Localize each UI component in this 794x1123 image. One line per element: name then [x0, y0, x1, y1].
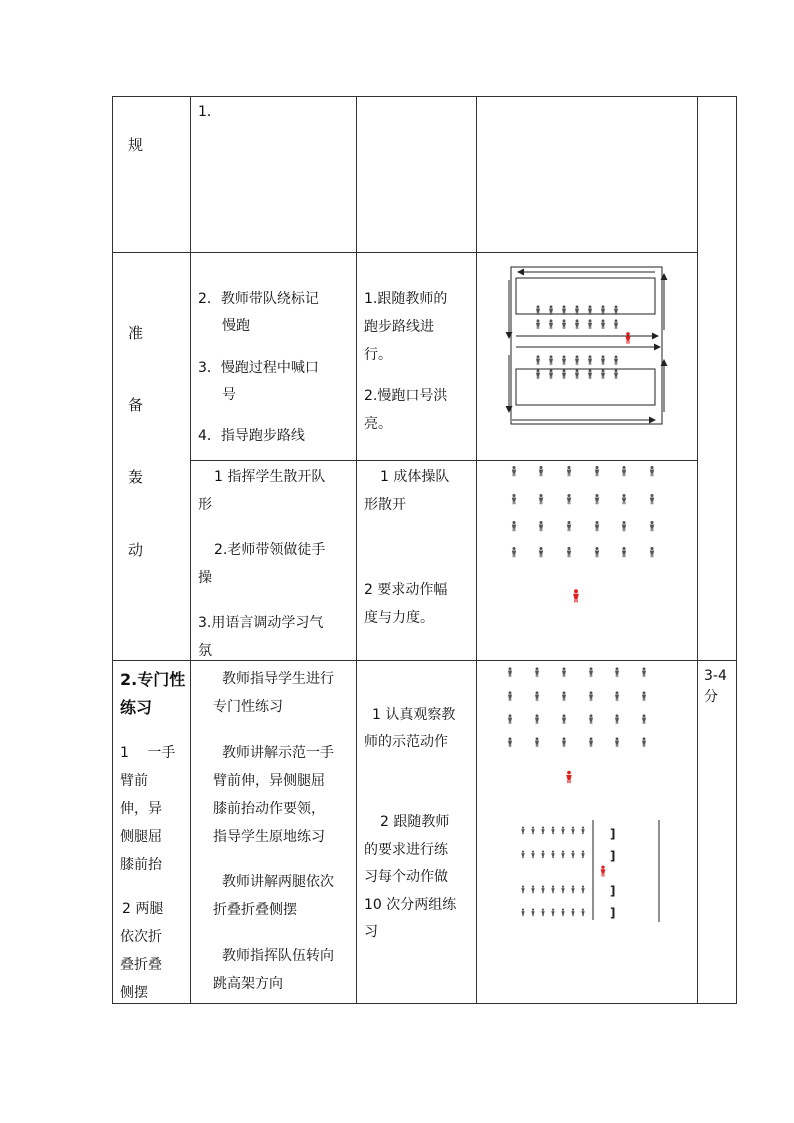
person-icon — [642, 737, 646, 746]
person-icon — [615, 691, 619, 700]
student-line: 的要求进行练 — [364, 842, 448, 858]
person-icon — [589, 667, 593, 676]
teacher-line: 教师指导学生进行 — [222, 671, 334, 687]
student-line: 1 认真观察教 — [372, 707, 456, 723]
item-line: 膝前抬 — [120, 857, 162, 873]
person-icon — [508, 691, 512, 700]
person-icon — [541, 850, 544, 858]
person-icon — [551, 908, 554, 916]
teacher-line: 号 — [222, 387, 236, 403]
person-icon — [531, 908, 534, 916]
student-line: 10 次分两组练 — [364, 897, 457, 913]
phase-char-3: 轰 — [128, 468, 144, 486]
teacher-line: 慢跑 — [222, 318, 250, 334]
teacher-line: 折叠折叠侧摆 — [213, 902, 297, 918]
person-icon — [571, 885, 574, 893]
person-icon — [571, 826, 574, 834]
teacher-line: 3.用语言调动学习气 — [198, 615, 324, 631]
row1-teacher-text: 1． — [198, 104, 221, 120]
student-line: 2 要求动作幅 — [364, 582, 448, 598]
student-line: 形散开 — [364, 497, 406, 513]
student-line: 1.跟随教师的 — [364, 291, 448, 307]
person-icon — [541, 826, 544, 834]
person-icon — [561, 826, 564, 834]
person-icon — [551, 826, 554, 834]
person-icon — [531, 826, 534, 834]
time-value: 3-4 — [704, 668, 727, 684]
person-icon — [561, 885, 564, 893]
teacher-line: 教师指挥队伍转向 — [222, 948, 334, 964]
section-title: 练习 — [120, 698, 153, 717]
item-line: 侧腿屈 — [120, 829, 162, 845]
teacher-line: 跳高架方向 — [213, 976, 283, 992]
section-title: 2.专门性 — [120, 670, 186, 689]
teacher-line: 2．教师带队绕标记 — [198, 291, 319, 307]
student-line: 习 — [364, 924, 378, 940]
person-icon — [581, 908, 584, 916]
teacher-line: 操 — [198, 570, 212, 586]
teacher-line: 膝前抬动作要领， — [213, 801, 325, 817]
teacher-line: 臂前伸，异侧腿屈 — [213, 773, 325, 789]
student-line: 度与力度。 — [364, 610, 434, 626]
person-icon — [521, 850, 524, 858]
teacher-line: 指导学生原地练习 — [213, 829, 325, 845]
person-icon — [541, 885, 544, 893]
student-line: 2.慢跑口号洪 — [364, 388, 448, 404]
person-icon — [642, 714, 646, 723]
student-line: 习每个动作做 — [364, 869, 448, 885]
svg-text:]: ] — [610, 906, 616, 920]
person-icon — [531, 850, 534, 858]
item-line: 臂前 — [120, 773, 148, 789]
phase-char-1: 准 — [128, 324, 144, 342]
person-icon — [521, 885, 524, 893]
teacher-line: 形 — [198, 497, 212, 513]
item-line: 伸，异 — [120, 801, 162, 817]
person-icon — [642, 667, 646, 676]
teacher-line: 1 指挥学生散开队 — [214, 469, 326, 485]
svg-text:]: ] — [610, 827, 616, 841]
svg-text:]: ] — [610, 849, 616, 863]
person-icon — [562, 667, 566, 676]
person-icon — [615, 667, 619, 676]
teacher-marker-icon — [601, 866, 606, 877]
teacher-line: 3．慢跑过程中喊口 — [198, 360, 319, 376]
person-icon — [535, 714, 539, 723]
person-icon — [589, 691, 593, 700]
person-icon — [535, 691, 539, 700]
person-icon — [589, 714, 593, 723]
person-icon — [551, 885, 554, 893]
teacher-line: 专门性练习 — [213, 699, 283, 715]
phase-char-4: 动 — [128, 541, 144, 559]
person-icon — [562, 714, 566, 723]
person-icon — [561, 908, 564, 916]
svg-text:]: ] — [610, 884, 616, 898]
person-icon — [561, 850, 564, 858]
item-line: 1 一手 — [120, 745, 176, 761]
person-icon — [535, 667, 539, 676]
person-icon — [521, 908, 524, 916]
person-icon — [581, 826, 584, 834]
person-icon — [508, 714, 512, 723]
person-icon — [508, 737, 512, 746]
item-line: 2 两腿 — [122, 901, 164, 917]
student-line: 跑步路线进 — [364, 319, 434, 335]
person-icon — [508, 667, 512, 676]
person-icon — [535, 737, 539, 746]
person-icon — [581, 885, 584, 893]
person-icon — [571, 908, 574, 916]
student-line: 师的示范动作 — [364, 734, 448, 750]
person-icon — [562, 737, 566, 746]
teacher-line: 4．指导跑步路线 — [198, 428, 305, 444]
teacher-marker-icon — [566, 771, 571, 783]
person-icon — [642, 691, 646, 700]
item-line: 依次折 — [120, 929, 162, 945]
teacher-line: 2.老师带领做徒手 — [214, 542, 326, 558]
student-line: 2 跟随教师 — [380, 814, 450, 830]
time-unit: 分 — [704, 689, 718, 705]
item-line: 叠折叠 — [120, 957, 162, 973]
teacher-line: 教师讲解两腿依次 — [222, 874, 334, 890]
person-icon — [615, 714, 619, 723]
phase-label-1: 规 — [128, 136, 144, 154]
person-icon — [531, 885, 534, 893]
item-line: 侧摆 — [120, 985, 148, 1001]
person-icon — [615, 737, 619, 746]
person-icon — [541, 908, 544, 916]
student-line: 亮。 — [364, 416, 392, 432]
teacher-line: 氛 — [198, 643, 212, 659]
person-icon — [571, 850, 574, 858]
person-icon — [521, 826, 524, 834]
person-icon — [562, 691, 566, 700]
phase-char-2: 备 — [128, 396, 144, 414]
person-icon — [551, 850, 554, 858]
teacher-line: 教师讲解示范一手 — [222, 745, 334, 761]
person-icon — [581, 850, 584, 858]
person-icon — [589, 737, 593, 746]
student-line: 1 成体操队 — [380, 469, 450, 485]
student-line: 行。 — [364, 347, 392, 363]
